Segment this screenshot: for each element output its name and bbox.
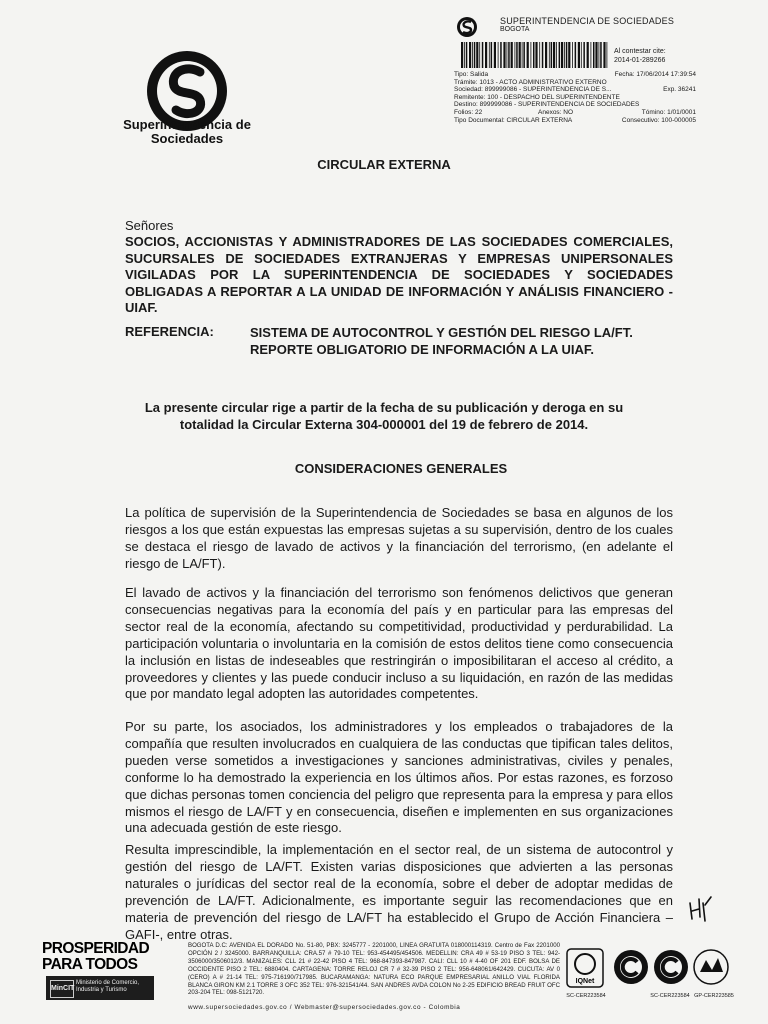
barcode-bar bbox=[507, 42, 508, 68]
barcode-bar bbox=[561, 42, 563, 68]
barcode-bar bbox=[479, 42, 480, 68]
stamp-line bbox=[454, 117, 696, 125]
cert-code: SC-CER223584 bbox=[566, 993, 606, 999]
ministry-emblem: MinCIT bbox=[50, 980, 74, 998]
barcode-bar bbox=[599, 42, 600, 68]
salutation: Señores bbox=[125, 218, 174, 233]
stamp-line-left: Tipo: Salida bbox=[454, 71, 489, 78]
stamp-line-left: Trámite: 1013 - ACTO ADMINISTRATIVO EXTERNO bbox=[454, 78, 607, 86]
prosperidad-logo bbox=[42, 941, 166, 973]
barcode-bar bbox=[549, 42, 550, 68]
document-title: CIRCULAR EXTERNA bbox=[317, 157, 451, 172]
barcode-bar bbox=[564, 42, 565, 68]
barcode-bar bbox=[575, 42, 577, 68]
barcode-bar bbox=[578, 42, 580, 68]
stamp-reply-label: Al contestar cite: bbox=[614, 48, 666, 55]
stamp-detail-lines bbox=[454, 71, 696, 124]
barcode-bar bbox=[522, 42, 523, 68]
validity-notice: La presente circular rige a partir de la fecha de su publicación y deroga en su totalidad la Circular Externa 304-000001 del 19 de febrero de 2014. bbox=[144, 400, 624, 432]
barcode-bar bbox=[527, 42, 529, 68]
stamp-line-right: Consecutivo: 100-000005 bbox=[621, 116, 696, 124]
body-paragraph: La política de supervisión de la Superintendencia de Sociedades se basa en algunos de los riesgos a los que están expuestas las empresas sujetas a su supervisión, dentro de los cuales se destaca el riesgo de lavado de activos y la financiación del terrorismo, (en adelante el riesgo de LA/FT). bbox=[125, 505, 673, 571]
cert-label-text: IQNet bbox=[575, 978, 595, 985]
barcode-bar bbox=[533, 42, 535, 68]
barcode-bar bbox=[572, 42, 573, 68]
body-paragraph: Resulta imprescindible, la implementación en el sector real, de un sistema de autocontrol y gestión del riesgo de LA/FT. Existen varias disposiciones que advierten a las personas naturales o jurídicas del sector real de la economía, sobre el deber de adoptar medidas de prevención de LA/FT. Adicionalmente, es importante seguir las recomendaciones que en materia de prevención del riesgo de LA/FT ha establecido el Grupo de Acción Financiera –GAFI-, entre otras. bbox=[125, 842, 673, 942]
handwritten-initials bbox=[687, 893, 713, 923]
section-title: CONSIDERACIONES GENERALES bbox=[294, 461, 508, 476]
barcode-bar bbox=[515, 42, 516, 68]
ministry-logo bbox=[46, 976, 154, 1000]
barcode-bar bbox=[595, 42, 597, 68]
quality-seal-icon bbox=[692, 948, 730, 988]
barcode-bar bbox=[600, 42, 602, 68]
barcode-bar bbox=[523, 42, 525, 68]
barcode-bar bbox=[559, 42, 561, 68]
barcode-bar bbox=[516, 42, 518, 68]
barcode-bar bbox=[494, 42, 496, 68]
slogan-line: PROSPERIDAD bbox=[42, 940, 150, 957]
reference-text bbox=[250, 324, 633, 358]
logo-wordmark: Superintendencia de Sociedades bbox=[123, 117, 251, 146]
barcode-bar bbox=[476, 42, 478, 68]
barcode-bar bbox=[519, 42, 521, 68]
stamp-line bbox=[454, 71, 696, 79]
barcode-bar bbox=[482, 42, 484, 68]
cert-code: SC-CER223584 bbox=[650, 993, 690, 999]
barcode-bar bbox=[542, 42, 544, 68]
barcode-bar bbox=[607, 42, 608, 68]
barcode-bar bbox=[581, 42, 582, 68]
stamp-line bbox=[454, 109, 696, 117]
stamp-city: BOGOTA bbox=[500, 26, 530, 33]
body-paragraph: El lavado de activos y la financiación del terrorismo son fenómenos delictivos que generan consecuencias negativas para la economía del país y en particular para las empresas del sector real de la economía, afectando su competitividad, productividad y perdurabilidad. La participación voluntaria o involuntaria en la comisión de estos delitos tiene como consecuencia la inclusión en listas de indeseables que restringirán o imposibilitaran el acceso al crédito, a proveedores y clientes y las puede conducir incluso a su liquidación, en razón de las medidas que por mandato legal adopten las autoridades competentes. bbox=[125, 585, 673, 702]
barcode-bar bbox=[566, 42, 568, 68]
barcode-bar bbox=[539, 42, 540, 68]
barcode-bar bbox=[489, 42, 490, 68]
ministry-name: Ministerio de Comercio, Industria y Turismo bbox=[76, 980, 140, 993]
stamp-line-left: Remitente: 100 - DESPACHO DEL SUPERINTENDENTE bbox=[454, 93, 620, 101]
stamp-reply-number: 2014-01-289266 bbox=[614, 57, 666, 64]
stamp-line bbox=[454, 94, 696, 102]
stamp-line bbox=[454, 79, 696, 87]
stamp-line-left: Sociedad: 899999086 - SUPERINTENDENCIA DE S... bbox=[454, 86, 612, 94]
body-paragraph: Por su parte, los asociados, los administradores y los empleados o trabajadores de la compañía que resulten involucrados en cualquiera de las conductas que tipifican tales delitos, pueden verse sometidos a investigaciones y sanciones administrativas, civiles y penales, conforme lo ha demostrado la experiencia en los últimos años. Por estas razones, es forzoso que dichas personas tomen conciencia del peligro que representa para la empresa y para ellos mismos el riesgo de LA/FT y en consecuencia, diseñen e implementen en sus organizaciones una adecuada gestión de este riesgo. bbox=[125, 719, 673, 836]
barcode-bar bbox=[603, 42, 605, 68]
barcode-bar bbox=[472, 42, 473, 68]
stamp-line-right: Exp. 36241 bbox=[663, 86, 696, 94]
stamp-line bbox=[454, 86, 696, 94]
stamp-logo-icon bbox=[456, 16, 478, 38]
barcode-bar bbox=[503, 42, 505, 68]
barcode-bar bbox=[469, 42, 471, 68]
stamp-line-left: Folios: 22 bbox=[454, 108, 483, 116]
barcode-icon bbox=[461, 42, 609, 68]
barcode-bar bbox=[500, 42, 502, 68]
barcode-bar bbox=[591, 42, 592, 68]
barcode-bar bbox=[485, 42, 487, 68]
barcode-bar bbox=[474, 42, 476, 68]
barcode-bar bbox=[464, 42, 465, 68]
stamp-reply-block bbox=[614, 47, 666, 65]
reference-label: REFERENCIA: bbox=[125, 324, 214, 339]
icontec-iso9001-icon bbox=[612, 948, 650, 988]
barcode-bar bbox=[461, 42, 463, 68]
stamp-line bbox=[454, 101, 696, 109]
cert-code: GP-CER223585 bbox=[694, 993, 734, 999]
barcode-bar bbox=[587, 42, 589, 68]
footer-web-link[interactable]: www.supersociedades.gov.co / Webmaster@supersociedades.gov.co - Colombia bbox=[188, 1004, 461, 1011]
barcode-bar bbox=[551, 42, 553, 68]
barcode-bar bbox=[545, 42, 547, 68]
reference-line: REPORTE OBLIGATORIO DE INFORMACIÓN A LA UIAF. bbox=[250, 342, 595, 357]
stamp-line-middle: Anexos: NO bbox=[538, 108, 574, 116]
barcode-bar bbox=[568, 42, 570, 68]
barcode-bar bbox=[491, 42, 493, 68]
icontec-iso27001-icon bbox=[652, 948, 690, 988]
stamp-line-right: Fecha: 17/06/2014 17:39:54 bbox=[614, 71, 696, 78]
barcode-bar bbox=[508, 42, 510, 68]
barcode-bar bbox=[531, 42, 532, 68]
slogan-line: PARA TODOS bbox=[42, 956, 138, 973]
barcode-bar bbox=[593, 42, 595, 68]
barcode-bar bbox=[553, 42, 555, 68]
addressees: SOCIOS, ACCIONISTAS Y ADMINISTRADORES DE LAS SOCIEDADES COMERCIALES, SUCURSALES DE SOCIEDADES EXTRANJERAS Y EMPRESAS UNIPERSONALES VIGILADAS POR LA SUPERINTENDENCIA DE SOCIEDADES Y SOCIEDADES OBLIGADAS A REPORTAR A LA UNIDAD DE INFORMACIÓN Y ANÁLISIS FINANCIERO - UIAF. bbox=[125, 234, 673, 316]
barcode-bar bbox=[535, 42, 537, 68]
stamp-line-right: Tómino: 1/01/0001 bbox=[641, 108, 696, 116]
footer-address: BOGOTA D.C: AVENIDA EL DORADO No. 51-80, PBX: 3245777 - 2201000, LINEA GRATUITA 018000114319. Centro de Fax 2201000 OPCIÓN 2 / 3245000. BARRANQUILLA: CRA.57 # 79-10 TEL: 953-454495/454506. MEDELLIN: CRA 49 # 53-19 PISO 3 TEL: 942-3506000/3506012/3. MANIZALES: CLL 21 # 22-42 PISO 4 TEL: 968-847393-847987. CALI: CLL 10 # 4-40 OF 201 EDF. BOLSA DE OCCIDENTE PISO 2 TEL: 6880404. CARTAGENA: TORRE RELOJ CR 7 # 32-39 PISO 2 TEL: 956-648061/642429. CUCUTA: AV 0 (CERO) A # 21-14 TEL: 975-716190/717985. BUCARAMANGA: NATURA ECO PARQUE EMPRESARIAL ANILLO VIAL FLORIDA BLANCA GIRON KM 2.1 TORRE 3 OFC 352 TEL: 976-321541/44. SAN ANDRES AVDA COLON No 2-25 EDIFICIO BREAD FRUIT OFC 203-204 TEL: 098-5121720. bbox=[188, 942, 560, 997]
barcode-bar bbox=[511, 42, 513, 68]
stamp-organization: SUPERINTENDENCIA DE SOCIEDADES bbox=[500, 16, 675, 26]
stamp-line-left: Destino: 899999086 - SUPERINTENDENCIA DE SOCIEDADES bbox=[454, 101, 640, 109]
iqnet-certification-icon bbox=[566, 948, 604, 988]
stamp-line-left: Tipo Documental: CIRCULAR EXTERNA bbox=[454, 116, 573, 124]
barcode-bar bbox=[556, 42, 557, 68]
barcode-bar bbox=[466, 42, 468, 68]
barcode-bar bbox=[583, 42, 585, 68]
barcode-bar bbox=[498, 42, 499, 68]
reference-line: SISTEMA DE AUTOCONTROL Y GESTIÓN DEL RIESGO LA/FT. bbox=[250, 325, 633, 340]
